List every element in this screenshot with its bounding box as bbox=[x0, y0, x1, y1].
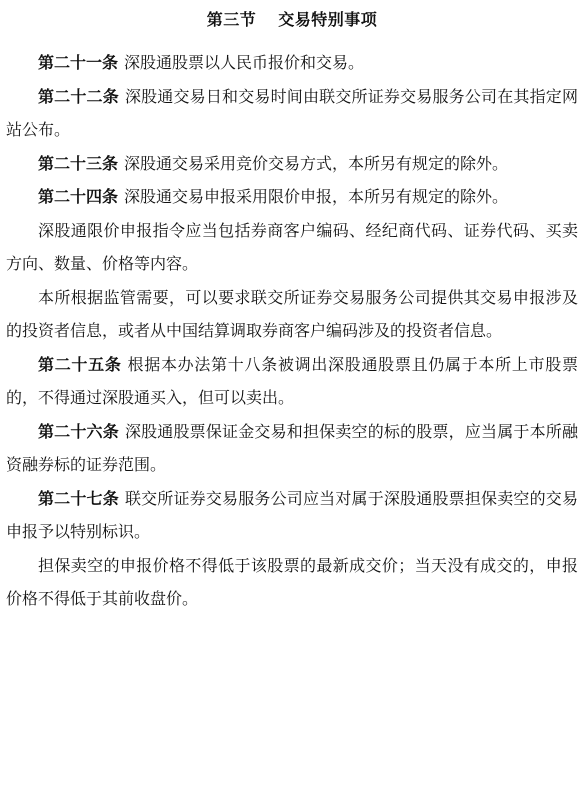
article-24-clause-3 bbox=[6, 281, 578, 348]
article-24 bbox=[6, 180, 578, 214]
article-text: 深股通交易采用竞价交易方式，本所另有规定的除外。 bbox=[124, 153, 509, 173]
article-text: 本所根据监管需要，可以要求联交所证券交易服务公司提供其交易申报涉及的投资者信息，或者从中国结算调取券商客户编码涉及的投资者信息。 bbox=[6, 287, 578, 340]
article-25 bbox=[6, 348, 578, 415]
article-22 bbox=[6, 80, 578, 147]
article-text: 深股通限价申报指令应当包括券商客户编码、经纪商代码、证券代码、买卖方向、数量、价格等内容。 bbox=[6, 220, 578, 273]
article-number: 第二十六条 bbox=[38, 421, 119, 441]
article-text: 深股通交易日和交易时间由联交所证券交易服务公司在其指定网站公布。 bbox=[6, 86, 578, 139]
article-text: 深股通交易申报采用限价申报，本所另有规定的除外。 bbox=[124, 187, 509, 206]
article-number: 第二十四条 bbox=[38, 187, 119, 206]
article-27-clause-2 bbox=[6, 549, 578, 616]
section-title: 交易特别事项 bbox=[278, 10, 378, 29]
article-text: 深股通股票以人民币报价和交易。 bbox=[124, 53, 365, 72]
article-number: 第二十一条 bbox=[38, 53, 119, 72]
article-number: 第二十七条 bbox=[38, 488, 119, 508]
article-26 bbox=[6, 415, 578, 482]
article-text: 根据本办法第十八条被调出深股通股票且仍属于本所上市股票的，不得通过深股通买入，但可以卖出。 bbox=[6, 354, 578, 407]
section-number: 第三节 bbox=[206, 10, 257, 29]
article-text: 联交所证券交易服务公司应当对属于深股通股票担保卖空的交易申报予以特别标识。 bbox=[6, 488, 578, 541]
article-number: 第二十三条 bbox=[38, 153, 119, 173]
article-27 bbox=[6, 482, 578, 549]
article-number: 第二十五条 bbox=[38, 354, 122, 374]
section-heading bbox=[6, 10, 578, 30]
article-24-clause-2 bbox=[6, 214, 578, 281]
article-text: 深股通股票保证金交易和担保卖空的标的股票，应当属于本所融资融券标的证券范围。 bbox=[6, 421, 578, 474]
article-21 bbox=[6, 46, 578, 80]
article-23 bbox=[6, 147, 578, 181]
article-number: 第二十二条 bbox=[38, 86, 119, 106]
article-text: 担保卖空的申报价格不得低于该股票的最新成交价；当天没有成交的，申报价格不得低于其前收盘价。 bbox=[6, 555, 578, 608]
